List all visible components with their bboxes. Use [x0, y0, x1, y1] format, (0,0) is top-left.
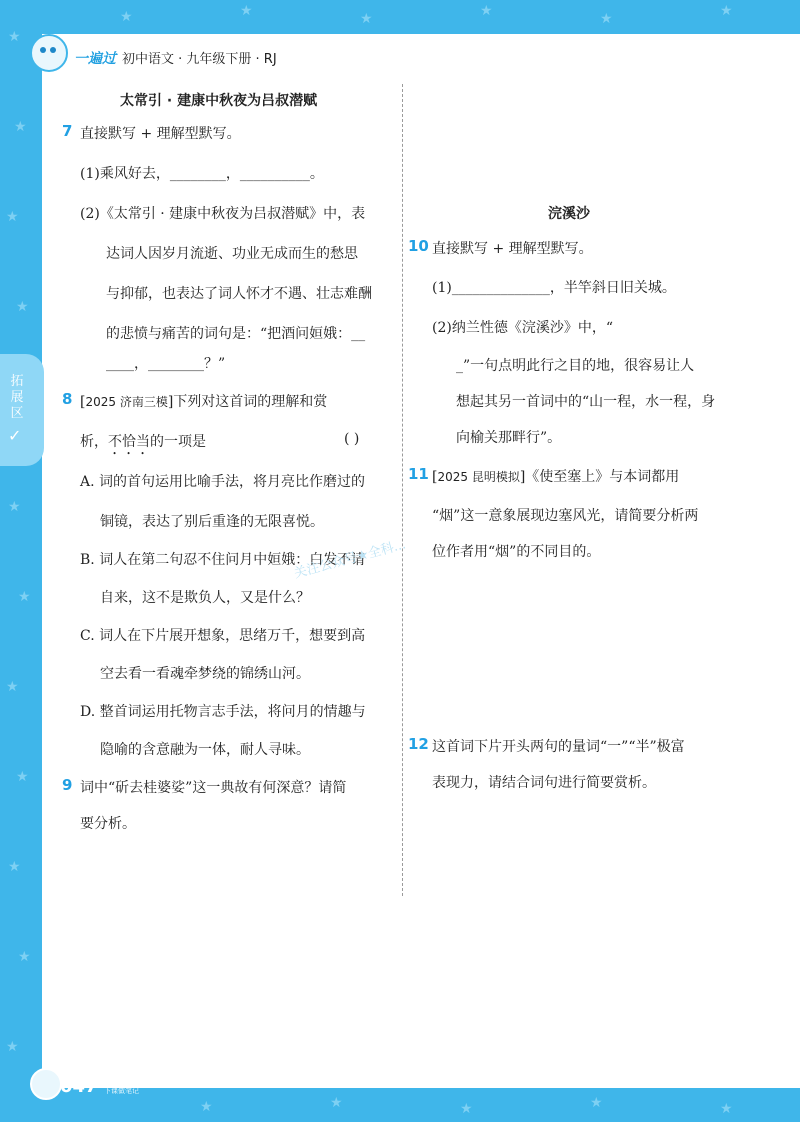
- watermark: 关注公众号★全科...: [292, 537, 408, 582]
- q8-option-b-line1: B. 词人在第二句忍不住问月中姮娥：白发不请: [80, 552, 366, 568]
- q8-stem-text: 下列对这首词的理解和赏: [173, 394, 328, 410]
- q8-emphasis: 不恰当: [108, 434, 150, 450]
- column-divider: [402, 84, 403, 896]
- left-section-title: 太常引 · 建康中秋夜为吕叔潜赋: [120, 93, 318, 109]
- q8-option-a-line1: A. 词的首句运用比喻手法，将月亮比作磨过的: [80, 474, 366, 490]
- q9-line1: 词中“斫去桂婆娑”这一典故有何深意？请简: [80, 780, 347, 796]
- q10-part2-line4: 向榆关那畔行”。: [456, 430, 562, 446]
- q8-source: 2025 济南三模: [85, 395, 168, 409]
- q8-option-c-line1: C. 词人在下片展开想象，思绪万千，想要到高: [80, 628, 366, 644]
- q8-answer-bracket: ( ): [344, 431, 360, 447]
- question-number-8: 8: [62, 390, 73, 408]
- q7-part2-line3: 与抑郁，也表达了词人怀才不遇、壮志难酬: [106, 286, 372, 302]
- q7-part2-line2: 达词人因岁月流逝、功业无成而生的愁思: [106, 246, 358, 262]
- footer-slogan-line1: 上课认真听: [104, 1078, 139, 1086]
- q10-stem: 直接默写 + 理解型默写。: [432, 241, 593, 257]
- q7-part2-line5: ____，________？”: [106, 356, 226, 372]
- question-number-11: 11: [408, 465, 429, 483]
- q11-line1-text: 《使至塞上》与本词都用: [525, 469, 680, 485]
- q7-part1: (1)乘风好去，________，__________。: [80, 166, 324, 182]
- q7-part2-line1: (2)《太常引 · 建康中秋夜为吕叔潜赋》中，表: [80, 206, 366, 222]
- q10-part1: (1)______________，半竿斜日旧关城。: [432, 280, 676, 296]
- q12-line2: 表现力，请结合词句进行简要赏析。: [432, 775, 656, 791]
- side-tab: [0, 354, 44, 466]
- q10-part2-line1: (2)纳兰性德《浣溪沙》中，“: [432, 320, 613, 336]
- q8-option-d-line1: D. 整首词运用托物言志手法，将问月的情趣与: [80, 704, 366, 720]
- q12-line1: 这首词下片开头两句的量词“一”“半”极富: [432, 739, 685, 755]
- right-section-title: 浣溪沙: [548, 206, 590, 222]
- footer-slogan-line2: 下课做笔记: [104, 1087, 139, 1095]
- side-tab-label: 拓展区: [10, 374, 24, 421]
- check-mark-icon: ✓: [8, 426, 22, 445]
- q8-option-b-line2: 自来，这不是欺负人，又是什么？: [100, 590, 310, 606]
- q8-option-a-line2: 铜镜，表达了别后重逢的无限喜悦。: [100, 514, 324, 530]
- q9-line2: 要分析。: [80, 816, 136, 832]
- q11-line2: “烟”这一意象展现边塞风光，请简要分析两: [432, 508, 699, 524]
- book-title: 初中语文 · 九年级下册 · RJ: [122, 52, 277, 67]
- q11-source: 2025 昆明模拟: [437, 470, 520, 484]
- mascot-logo-icon: [30, 34, 68, 72]
- q7-stem: 直接默写 + 理解型默写。: [80, 126, 241, 142]
- footer-slogan: [104, 1078, 139, 1096]
- q8-stem-suffix: 的一项是: [150, 434, 206, 450]
- question-number-9: 9: [62, 776, 73, 794]
- q11-line1: [2025 昆明模拟]《使至塞上》与本词都用: [432, 469, 680, 485]
- page-number: 047: [60, 1076, 98, 1097]
- q8-option-d-line2: 隐喻的含意融为一体，耐人寻味。: [100, 742, 310, 758]
- q7-part2-line4: 的悲愤与痛苦的词句是：“把酒问姮娥：__: [106, 326, 366, 342]
- question-number-7: 7: [62, 122, 73, 140]
- footer-mascot-icon: [30, 1068, 62, 1100]
- q10-part2-line3: 想起其另一首词中的“山一程，水一程，身: [456, 394, 716, 410]
- question-number-10: 10: [408, 237, 429, 255]
- q8-stem-line1: [2025 济南三模]下列对这首词的理解和赏: [80, 394, 328, 410]
- page-header: [30, 40, 430, 72]
- brand-name: 一遍过: [74, 51, 116, 67]
- q8-stem-prefix: 析，: [80, 434, 108, 450]
- q10-part2-line2: _”一句点明此行之目的地，很容易让人: [456, 358, 695, 374]
- question-number-12: 12: [408, 735, 429, 753]
- q8-option-c-line2: 空去看一看魂牵梦绕的锦绣山河。: [100, 666, 310, 682]
- q8-stem-line2: [80, 431, 206, 458]
- q11-line3: 位作者用“烟”的不同目的。: [432, 544, 601, 560]
